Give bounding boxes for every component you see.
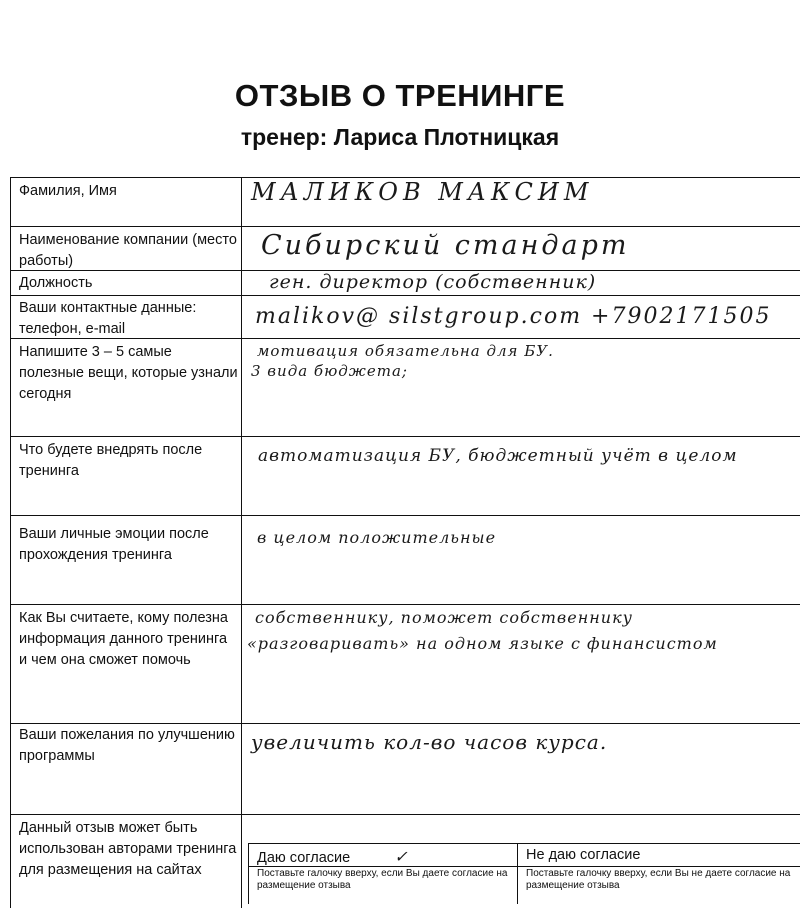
answer-position: ген. директор (собственник) [269,271,597,293]
feedback-form-table [10,177,800,908]
answer-emotions: в целом положительные [257,528,497,547]
label-company: Наименование компании (место работы) [19,232,237,269]
checkmark-icon: ✓ [394,847,409,866]
answer-useful-things-line2: 3 вида бюджета; [251,362,408,380]
label-emotions: Ваши личные эмоции после прохождения тренинга [19,526,209,563]
row-divider [11,436,800,437]
answer-full-name: МАЛИКОВ МАКСИМ [251,178,594,206]
label-consent: Данный отзыв может быть использован авторами тренинга для размещения на сайтах [19,820,237,878]
answer-implement: автоматизация БУ, бюджетный учёт в целом [258,446,738,466]
consent-disagree-label: Не даю согласие [526,847,641,863]
label-position: Должность [19,275,93,291]
row-divider [11,814,800,815]
row-divider [11,604,800,605]
label-usefulness: Как Вы считаете, кому полезна информация данного тренинга и чем она сможет помочь [19,610,228,668]
answer-usefulness-line1: собственнику, поможет собственнику [255,608,633,627]
answer-useful-things-line1: мотивация обязательна для БУ. [257,342,554,360]
label-wishes: Ваши пожелания по улучшению программы [19,727,235,764]
consent-agree-cell[interactable] [249,844,518,904]
label-implement: Что будете внедрять после тренинга [19,442,203,479]
label-useful-things: Напишите 3 – 5 самые полезные вещи, которые узнали сегодня [19,344,238,402]
row-divider [11,295,800,296]
consent-disagree-note: Поставьте галочку вверху, если Вы не даете согласие на размещение отзыва [518,866,800,893]
answer-company: Сибирский стандарт [261,230,630,261]
trainer-subtitle: тренер: Лариса Плотницкая [240,124,560,150]
consent-agree-note: Поставьте галочку вверху, если Вы даете согласие на размещение отзыва [249,866,517,893]
answer-usefulness-line2: «разговаривать» на одном языке с финансистом [247,634,718,653]
label-full-name: Фамилия, Имя [19,183,117,199]
form-title: ОТЗЫВ О ТРЕНИНГЕ [234,78,566,113]
answer-contacts: malikov@ silstgroup.com +7902171505 [255,304,772,329]
answer-wishes: увеличить кол-во часов курса. [251,730,608,754]
consent-disagree-cell[interactable] [518,844,800,904]
consent-agree-label: Даю согласие [257,850,351,866]
row-divider [11,515,800,516]
consent-agree-header [249,844,517,866]
row-divider [11,723,800,724]
row-divider [11,226,800,227]
column-divider [241,178,242,908]
label-contacts: Ваши контактные данные: телефон, e-mail [19,300,197,337]
